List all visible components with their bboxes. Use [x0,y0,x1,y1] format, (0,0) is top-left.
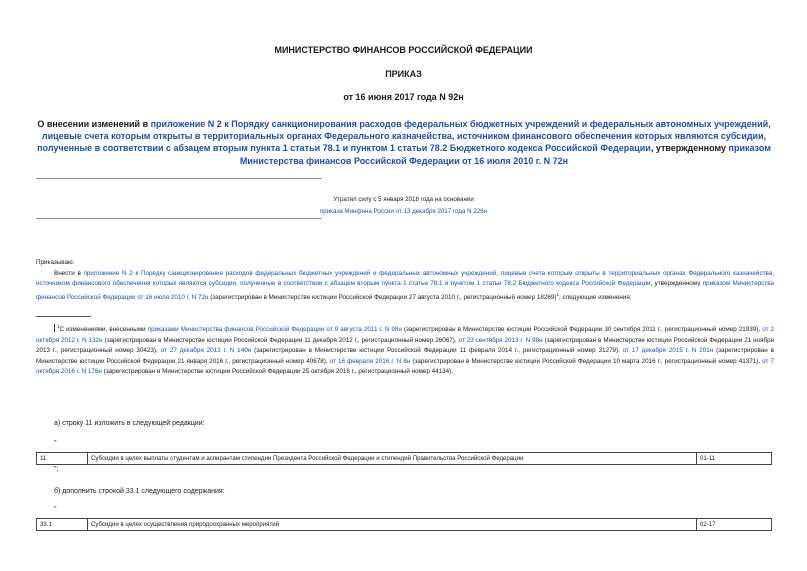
table-row [37,453,772,465]
footnote-span: (зарегистрирован в Министерстве юстиции Российской Федерации 25 октября 2016 г., регистрационный номер 44134). [101,368,454,376]
footnote-span: (зарегистрирован в Министерстве юстиции Российской Федерации 21 января 2016 г., регистрационный номер 40678), [36,347,774,365]
row-description: Субсидии в целях выплаты студентам и аспирантам стипендии Президента Российской Федерации и стипендий Правительства Российской Федерации [88,453,697,465]
lost-force-text: Утратил силу с 5 января 2018 года на основании [333,196,474,203]
close-quote: "; [54,466,59,473]
open-quote: " [54,506,57,513]
footnote-span: (зарегистрирован в Министерстве юстиции Российской Федерации 30 сентября 2011 г., регистрационный номер 21939), [401,326,763,334]
footnote-span: С изменениями, внесенными [59,326,148,334]
lost-force-note [0,194,807,218]
intro-text: , утвержденному [650,280,703,288]
footnote-separator [36,316,91,317]
divider-bottom [36,218,322,219]
footnote-span: (зарегистрирован в Министерстве юстиции Российской Федерации 11 декабря 2012 г., регистрационный номер 26067), [102,336,459,344]
intro-link-order[interactable]: приказом Министерства финансов Российской Федерации от 16 июля 2010 г. N 72н [36,280,775,301]
title-link-order[interactable]: приказом Министерства финансов Российской Федерации от 16 июля 2010 г. N 72н [239,143,771,166]
date-number-heading: от 16 июня 2017 года N 92н [343,92,464,102]
document-title [36,118,772,167]
footnote-ref[interactable]: 1 [556,291,559,297]
footnote-link[interactable]: от 27 декабря 2013 г. N 140н [160,347,252,355]
item-b: б) дополнить строкой 33.1 следующего содержания: [54,488,225,495]
footnote-link[interactable]: от 2 октября 2012 г. N 132н [36,326,774,344]
footnote-bar [54,324,55,332]
footnote-link[interactable]: от 7 октября 2016 г. N 176н [36,357,774,376]
doc-type-heading: ПРИКАЗ [385,69,422,79]
row-code: 01-11 [697,453,772,465]
footnote-link[interactable]: от 23 сентября 2013 г. N 98н [458,336,543,344]
intro-text: , следующие изменения: [558,293,632,301]
intro-paragraph [36,269,774,304]
title-text: , утвержденному [650,143,729,154]
row-code: 02-17 [697,519,772,531]
open-quote: " [54,440,57,447]
footnote-link[interactable]: от 17 декабря 2015 г. N 201н [622,347,714,355]
table-row [37,519,772,531]
item-a: а) строку 11 изложить в следующей редакции: [54,420,205,427]
footnote-span: (зарегистрирован в Министерстве юстиции Российской Федерации 11 февраля 2014 г., регистрационный номер 31279), [251,347,623,355]
title-text: О внесении изменений в [37,119,151,129]
footnote-link[interactable]: от 16 февраля 2016 г. N 8н [329,357,411,365]
table-row-11 [36,452,772,465]
footnote-link[interactable]: приказами Министерства финансов Российской Федерации от 9 августа 2011 г. N 98н [147,326,402,334]
row-number: 11 [37,453,88,465]
footnote-span: (зарегистрирован в Министерстве юстиции Российской Федерации 21 ноября 2013 г., регистрационный номер 30423), [36,336,775,355]
order-word: Приказываю: [36,259,75,266]
row-description: Субсидии в целях осуществления природоохранных мероприятий [88,519,697,531]
footnote-text [36,322,774,378]
order-body [36,258,774,303]
lost-force-link[interactable]: приказа Минфина России от 13 декабря 2017 года N 226н [319,208,488,215]
footnote-span: (зарегистрирован в Министерстве юстиции Российской Федерации 10 марта 2016 г., регистрационный номер 41371), [410,357,763,365]
title-link-appendix[interactable]: приложение N 2 к Порядку санкционирования расходов федеральных бюджетных учреждений и федеральных автономных учреждений, лицевые счета которым открыты в территориальных органах Федерального казначейства, источником финансового обеспечения которых являются субсидии, полученные в соответствии с абзацем вторым пункта 1 статьи 78.1 и пунктом 1 статьи 78.2 Бюджетного кодекса Российской Федерации [37,119,771,154]
intro-text: (зарегистрирован в Министерстве юстиции Российской Федерации 27 августа 2010 г., регистрационный номер 18269) [208,293,557,301]
table-row-33-1 [36,518,772,531]
footnote [36,322,774,378]
divider-top [36,178,322,179]
intro-link-appendix[interactable]: приложение N 2 к Порядку санкционирования расходов федеральных бюджетных учреждений и федеральных автономных учреждений, лицевые счета которым открыты в территориальных органах Федерального казначейства, источником финансового обеспечения которых являются субсидии, полученные в соответствии с абзацем вторым пункта 1 статьи 78.1 и пунктом 1 статьи 78.2 Бюджетного кодекса Российской Федерации [36,269,775,288]
footnote-mark: 1 [57,324,60,329]
ministry-heading: МИНИСТЕРСТВО ФИНАНСОВ РОССИЙСКОЙ ФЕДЕРАЦИИ [274,45,533,55]
intro-text: Внести в [54,269,84,277]
row-number: 33.1 [37,519,88,531]
